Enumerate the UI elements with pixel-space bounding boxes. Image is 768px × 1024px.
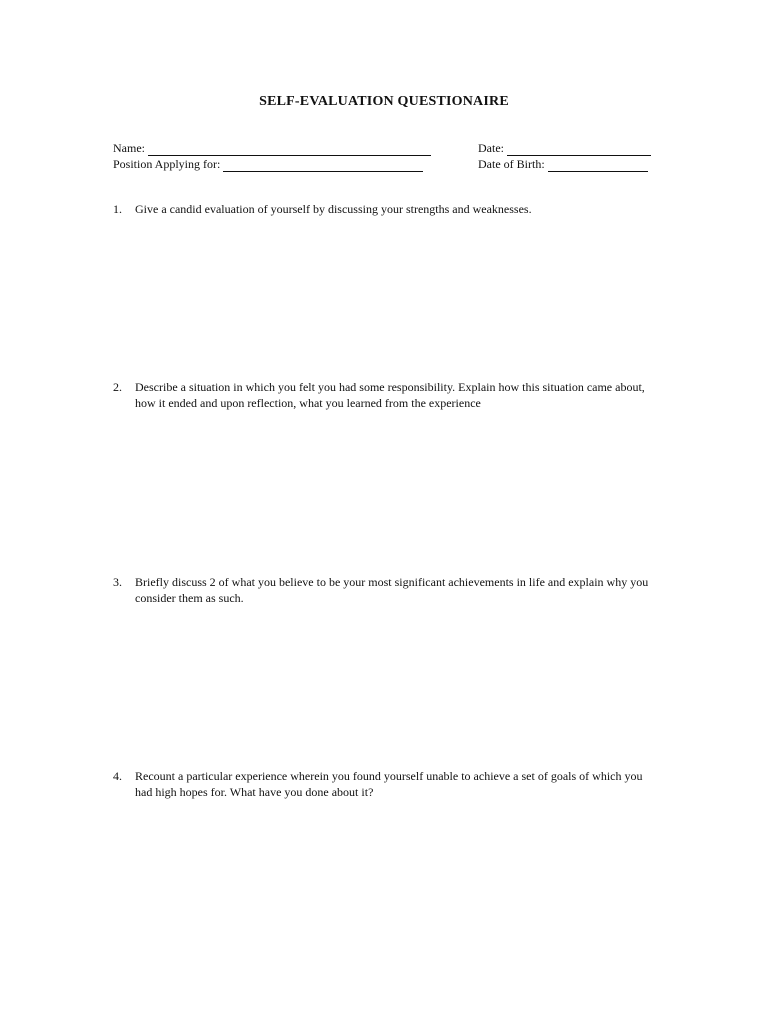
question-number: 1. bbox=[113, 202, 122, 216]
date-label: Date: bbox=[478, 141, 504, 155]
name-label: Name: bbox=[113, 141, 145, 155]
document-title: SELF-EVALUATION QUESTIONAIRE bbox=[259, 94, 509, 109]
position-dob-row bbox=[113, 157, 545, 172]
question-number: 4. bbox=[113, 769, 122, 783]
question-text: Recount a particular experience wherein you found yourself unable to achieve a set of goals of which you had high hopes for. What have you done about it? bbox=[135, 769, 643, 799]
dob-label: Date of Birth: bbox=[478, 157, 545, 171]
question-1 bbox=[113, 201, 658, 217]
dob-field bbox=[478, 157, 648, 172]
question-number: 2. bbox=[113, 380, 122, 394]
dob-blank-line[interactable] bbox=[548, 160, 648, 172]
date-field bbox=[478, 141, 651, 156]
position-label: Position Applying for: bbox=[113, 157, 221, 171]
name-blank-line[interactable] bbox=[148, 144, 431, 156]
question-number: 3. bbox=[113, 575, 122, 589]
question-2 bbox=[113, 379, 658, 411]
position-field bbox=[113, 157, 423, 172]
question-text: Briefly discuss 2 of what you believe to be your most significant achievements in life and explain why you consider them as such. bbox=[135, 575, 649, 605]
question-text: Give a candid evaluation of yourself by discussing your strengths and weaknesses. bbox=[135, 202, 532, 216]
name-date-row bbox=[113, 141, 504, 156]
question-text: Describe a situation in which you felt you had some responsibility. Explain how this situation came about, how it ended and upon reflection, what you learned from the experience bbox=[135, 380, 645, 410]
name-field bbox=[113, 141, 431, 156]
date-blank-line[interactable] bbox=[507, 144, 651, 156]
question-3 bbox=[113, 574, 658, 606]
position-blank-line[interactable] bbox=[223, 160, 423, 172]
question-4 bbox=[113, 768, 658, 800]
